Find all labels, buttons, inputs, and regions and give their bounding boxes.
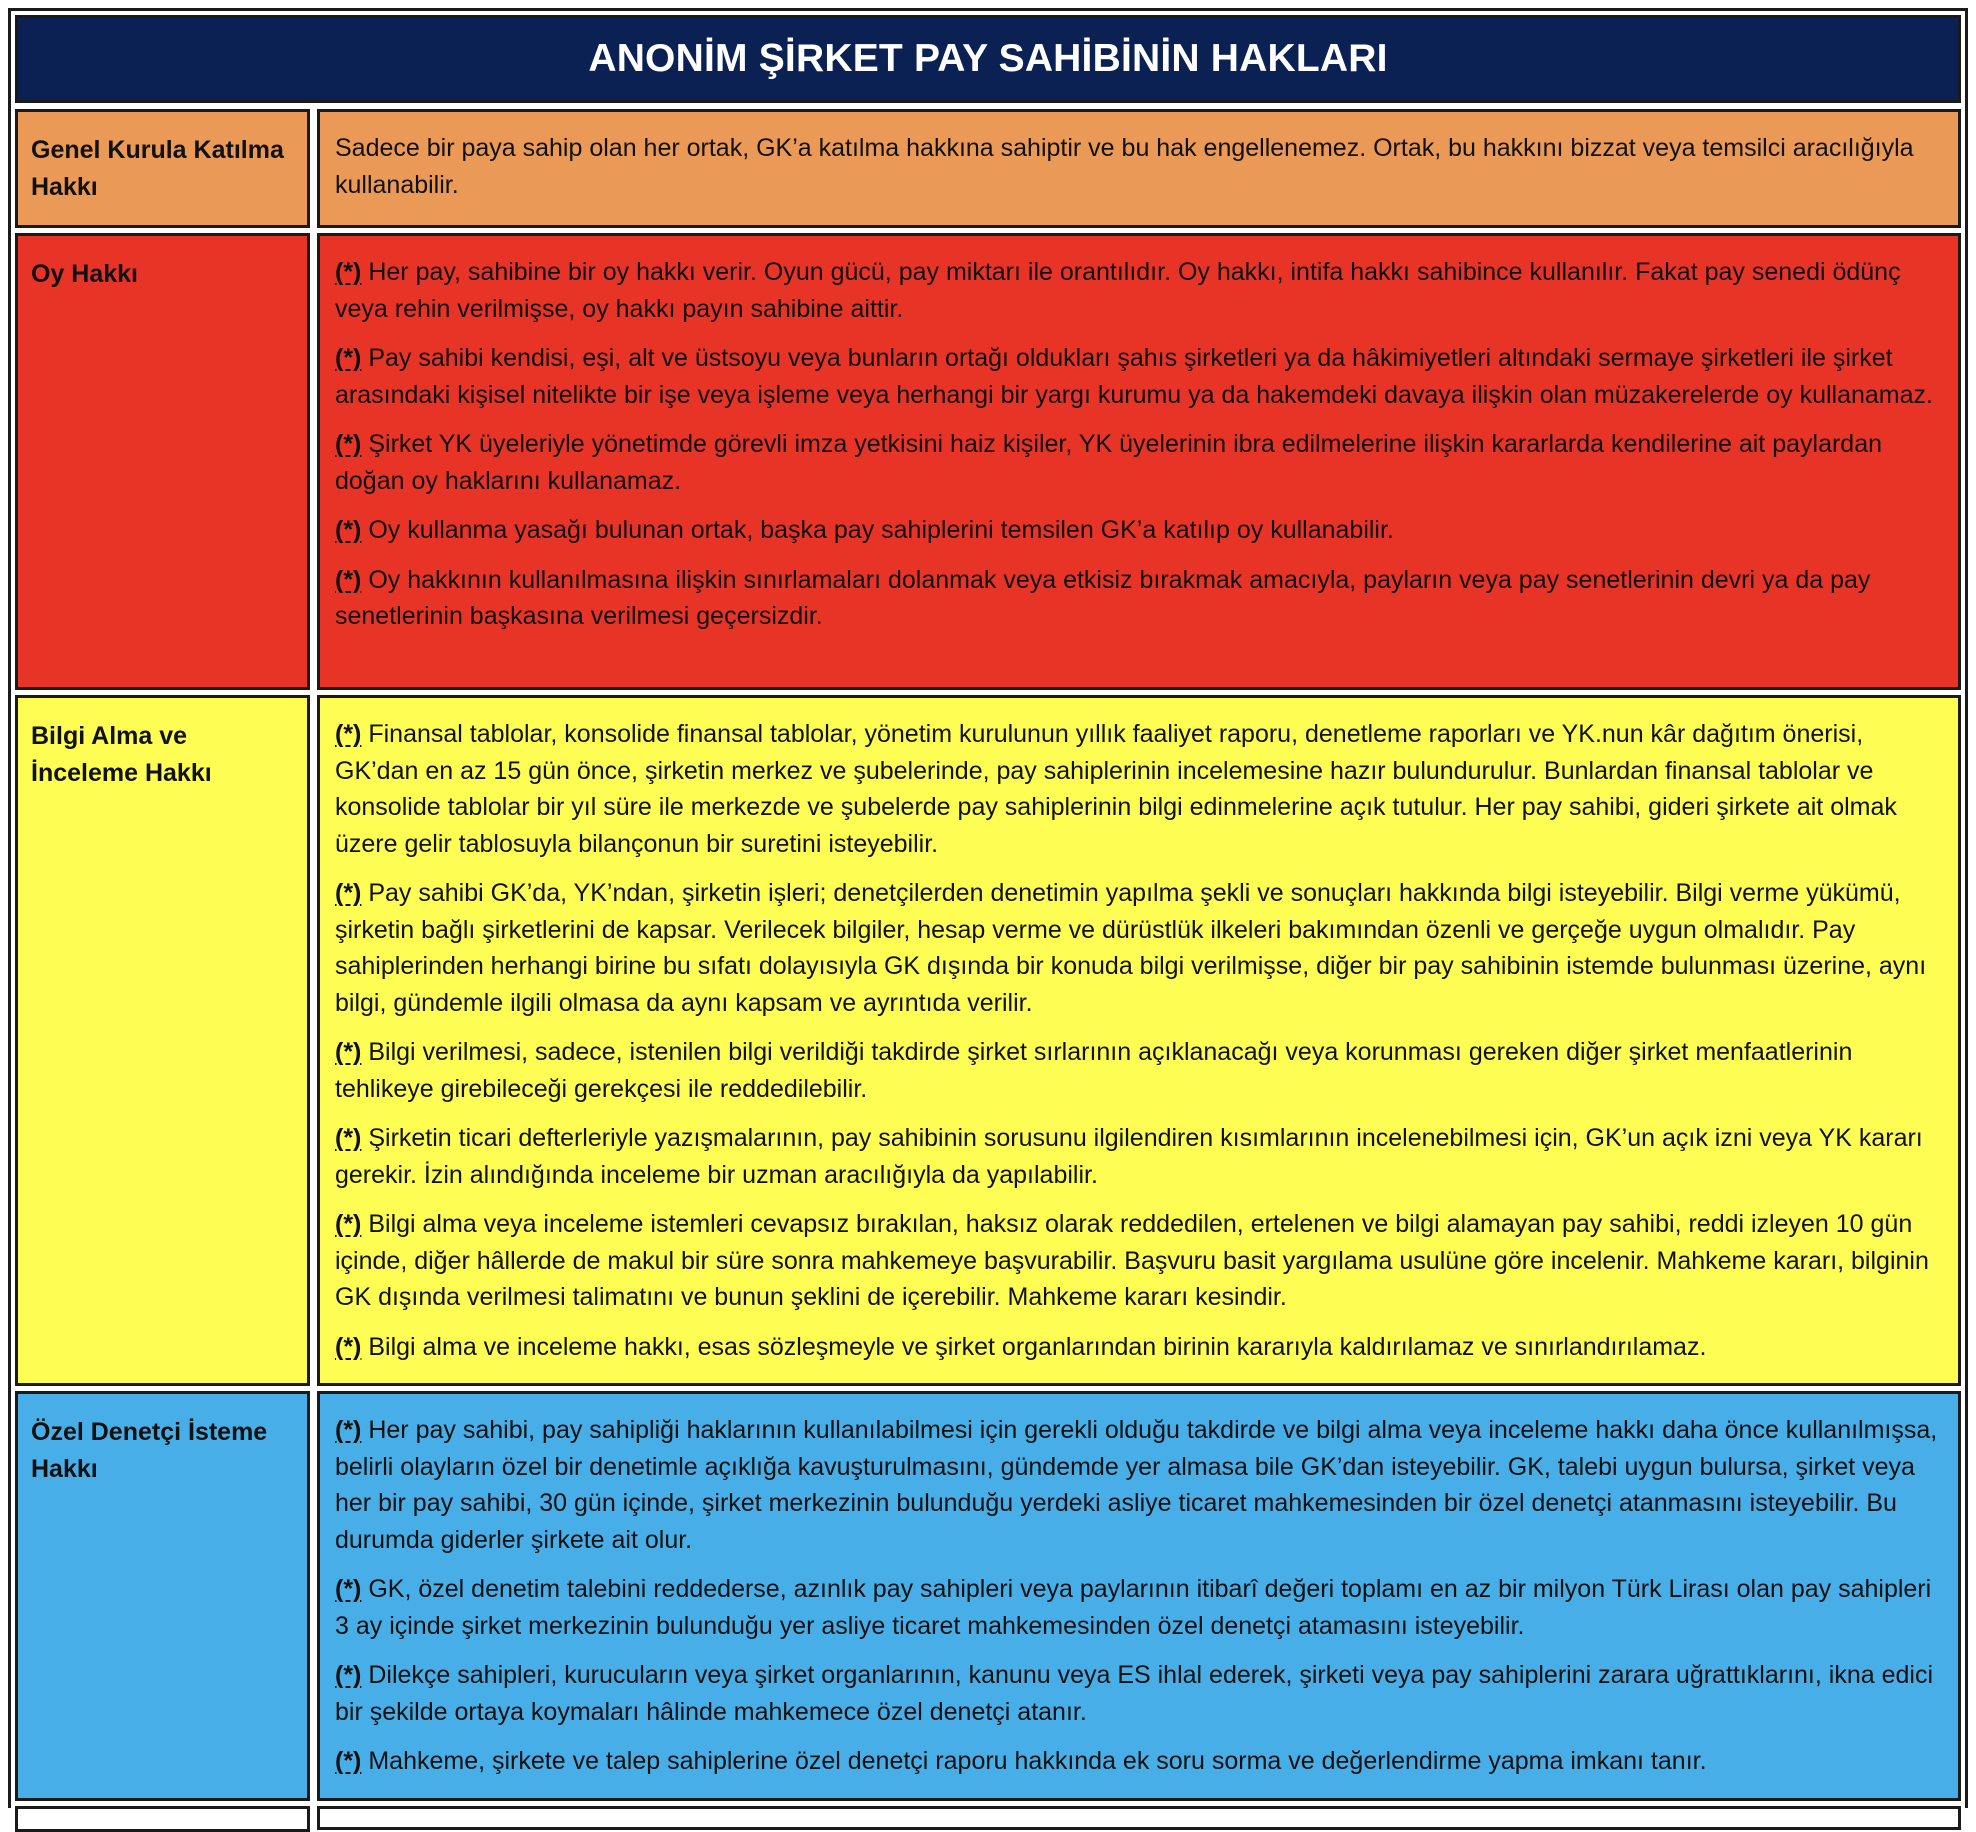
bullet-item — [335, 875, 1944, 1021]
bullet-text: Pay sahibi GK’da, YK’ndan, şirketin işleri; denetçilerden denetimin yapılma şekli ve sonuçları hakkında bilgi isteyebilir. Bilgi verme yükümü, şirketin bağlı şirketlerini de kapsar. Verilecek bilgiler, hesap verme ve dürüstlük ilkeleri bakımından özenli ve gerçeğe uygun olmalıdır. Pay sahiplerinden herhangi birine bu sıfatı dolayısıyla GK dışında bir konuda bilgi verilmişse, diğer bir pay sahibinin istemde bulunması üzerine, aynı bilgi, gündemle ilgili olmasa da aynı kapsam ve ayrıntıda verilir. — [335, 879, 1927, 1017]
row-content-cell — [317, 1391, 1961, 1801]
row-label-cell — [15, 109, 310, 228]
bullet-text: Şirket YK üyeleriyle yönetimde görevli imza yetkisini haiz kişiler, YK üyelerinin ibra edilmelerine ilişkin kararlarda kendilerine ait paylardan doğan oy haklarını kullanamaz. — [335, 430, 1883, 495]
rights-table — [8, 8, 1968, 1808]
bullet-text: Pay sahibi kendisi, eşi, alt ve üstsoyu veya bunların ortağı oldukları şahıs şirketleri ya da hâkimiyetleri altındaki sermaye şirketleri ile şirket arasındaki kişisel nitelikte bir işe veya işleme veya herhangi bir yargı kurumu ya da hakemdeki davaya ilişkin olan müzakerelerde oy kullanamaz. — [335, 344, 1933, 409]
page-title: ANONİM ŞİRKET PAY SAHİBİNİN HAKLARI — [588, 37, 1388, 80]
row-label: Genel Kurula Katılma Hakkı — [31, 136, 284, 201]
bullet-item — [335, 1743, 1944, 1780]
row-content-cell — [317, 109, 1961, 228]
bullet-text: Bilgi alma ve inceleme hakkı, esas sözleşmeyle ve şirket organlarından birinin kararıyla kaldırılamaz ve sınırlandırılamaz. — [368, 1332, 1707, 1361]
bullet-item — [335, 716, 1944, 862]
row-label-cell — [15, 695, 310, 1386]
row-label: Oy Hakkı — [31, 260, 139, 288]
row-label-cell — [15, 233, 310, 690]
bullet-marker: (*) — [335, 1210, 362, 1238]
title-bar — [15, 15, 1961, 103]
bullet-item — [335, 340, 1944, 413]
row-content-cell — [317, 1806, 1961, 1830]
bullet-item — [335, 1657, 1944, 1730]
bullet-text: Şirketin ticari defterleriyle yazışmalarının, pay sahibinin sorusunu ilgilendiren kısımlarının incelenebilmesi için, GK’un açık izni veya YK kararı gerekir. İzin alındığında inceleme bir uzman aracılığıyla da yapılabilir. — [335, 1124, 1923, 1189]
row-bilgi-alma — [15, 695, 1961, 1386]
bullet-marker: (*) — [335, 1575, 362, 1603]
bullet-text: Oy hakkının kullanılmasına ilişkin sınırlamaları dolanmak veya etkisiz bırakmak amacıyla, payların veya pay senetlerinin devri ya da pay senetlerinin başkasına verilmesi geçersizdir. — [335, 565, 1871, 630]
row-ozel-denetci — [15, 1391, 1961, 1801]
bullet-marker: (*) — [335, 1661, 362, 1689]
bullet-text: GK, özel denetim talebini reddederse, azınlık pay sahipleri veya paylarının itibarî değeri toplamı en az bir milyon Türk Lirası olan pay sahipleri 3 ay içinde şirket merkezinin bulunduğu yer asliye ticaret mahkemesinden özel denetçi atamasını isteyebilir. — [335, 1575, 1932, 1640]
bullet-marker: (*) — [335, 1124, 362, 1152]
bullet-marker: (*) — [335, 344, 362, 372]
bullet-item — [335, 426, 1944, 499]
bullet-marker: (*) — [335, 516, 362, 544]
bullet-marker: (*) — [335, 1416, 362, 1444]
row-genel-kurul — [15, 109, 1961, 228]
row-oy-hakki — [15, 233, 1961, 690]
row-label-cell — [15, 1391, 310, 1801]
bullet-text: Mahkeme, şirkete ve talep sahiplerine özel denetçi raporu hakkında ek soru sorma ve değerlendirme yapma imkanı tanır. — [368, 1747, 1707, 1775]
bullet-item — [335, 512, 1944, 549]
bullet-marker: (*) — [335, 879, 362, 907]
bullet-item — [335, 1034, 1944, 1107]
bullet-text: Her pay sahibi, pay sahipliği haklarının kullanılabilmesi için gerekli olduğu takdirde ve bilgi alma veya inceleme hakkı daha önce kullanılmışsa, belirli olayların özel bir denetimle açıklığa kavuşturulmasını, gündemde yer almasa bile GK’dan isteyebilir. GK, talebi uygun bulursa, şirket veya her bir pay sahibi, 30 gün içinde, şirket merkezinin bulunduğu yerdeki asliye ticaret mahkemesinden bir özel denetçi atanmasını isteyebilir. Bu durumda giderler şirkete ait olur. — [335, 1416, 1938, 1554]
row-label: Bilgi Alma ve İnceleme Hakkı — [31, 722, 212, 787]
row-next-partial — [15, 1806, 1961, 1826]
bullet-item — [335, 1206, 1944, 1316]
bullet-marker: (*) — [335, 1332, 362, 1361]
paragraph: Sadece bir paya sahip olan her ortak, GK’a katılma hakkına sahiptir ve bu hak engellenemez. Ortak, bu hakkını bizzat veya temsilci aracılığıyla kullanabilir. — [335, 134, 1914, 199]
bullet-item — [335, 562, 1944, 635]
bullet-text: Finansal tablolar, konsolide finansal tablolar, yönetim kurulunun yıllık faaliyet raporu, denetleme raporları ve YK.nun kâr dağıtım önerisi, GK’dan en az 15 gün önce, şirketin merkez ve şubelerinde, pay sahiplerinin incelemesine hazır bulundurulur. Bunlardan finansal tablolar ve konsolide tablolar bir yıl süre ile merkezde ve şubelerde pay sahiplerinin bilgi edinmelerine açık tutulur. Her pay sahibi, gideri şirkete ait olmak üzere gelir tablosuyla bilançonun bir suretini isteyebilir. — [335, 720, 1897, 858]
bullet-marker: (*) — [335, 720, 362, 748]
bullet-marker: (*) — [335, 565, 362, 594]
row-label: Özel Denetçi İsteme Hakkı — [31, 1418, 268, 1483]
bullet-text: Her pay, sahibine bir oy hakkı verir. Oyun gücü, pay miktarı ile orantılıdır. Oy hakkı, intifa hakkı sahibince kullanılır. Fakat pay senedi ödünç veya rehin verilmişse, oy hakkı payın sahibine aittir. — [335, 258, 1901, 323]
bullet-item — [335, 254, 1944, 327]
bullet-text: Oy kullanma yasağı bulunan ortak, başka pay sahiplerini temsilen GK’a katılıp oy kullanabilir. — [368, 516, 1394, 544]
bullet-item — [335, 1571, 1944, 1644]
bullet-text: Bilgi alma veya inceleme istemleri cevapsız bırakılan, haksız olarak reddedilen, ertelenen ve bilgi alamayan pay sahibi, reddi izleyen 10 gün içinde, diğer hâllerde de makul bir süre sonra mahkemeye başvurabilir. Başvuru basit yargılama usulüne göre incelenir. Mahkeme kararı, bilginin GK dışında verilmesi talimatını ve bunun şeklini de içerebilir. Mahkeme kararı kesindir. — [335, 1210, 1929, 1311]
bullet-item — [335, 1412, 1944, 1558]
row-label-cell — [15, 1806, 310, 1832]
bullet-text: Bilgi verilmesi, sadece, istenilen bilgi verildiği takdirde şirket sırlarının açıklanacağı veya korunması gereken diğer şirket menfaatlerinin tehlikeye girebileceği gerekçesi ile reddedilebilir. — [335, 1038, 1853, 1103]
bullet-marker: (*) — [335, 430, 362, 458]
bullet-text: Dilekçe sahipleri, kurucuların veya şirket organlarının, kanunu veya ES ihlal ederek, şirketi veya pay sahiplerini zarara uğrattıklarını, ikna edici bir şekilde ortaya koymaları hâlinde mahkemece özel denetçi atanır. — [335, 1661, 1933, 1726]
bullet-item — [335, 1329, 1944, 1366]
bullet-marker: (*) — [335, 1038, 362, 1066]
row-content-cell — [317, 233, 1961, 690]
bullet-marker: (*) — [335, 1747, 362, 1775]
bullet-item — [335, 1120, 1944, 1193]
row-content-cell — [317, 695, 1961, 1386]
bullet-marker: (*) — [335, 258, 362, 286]
